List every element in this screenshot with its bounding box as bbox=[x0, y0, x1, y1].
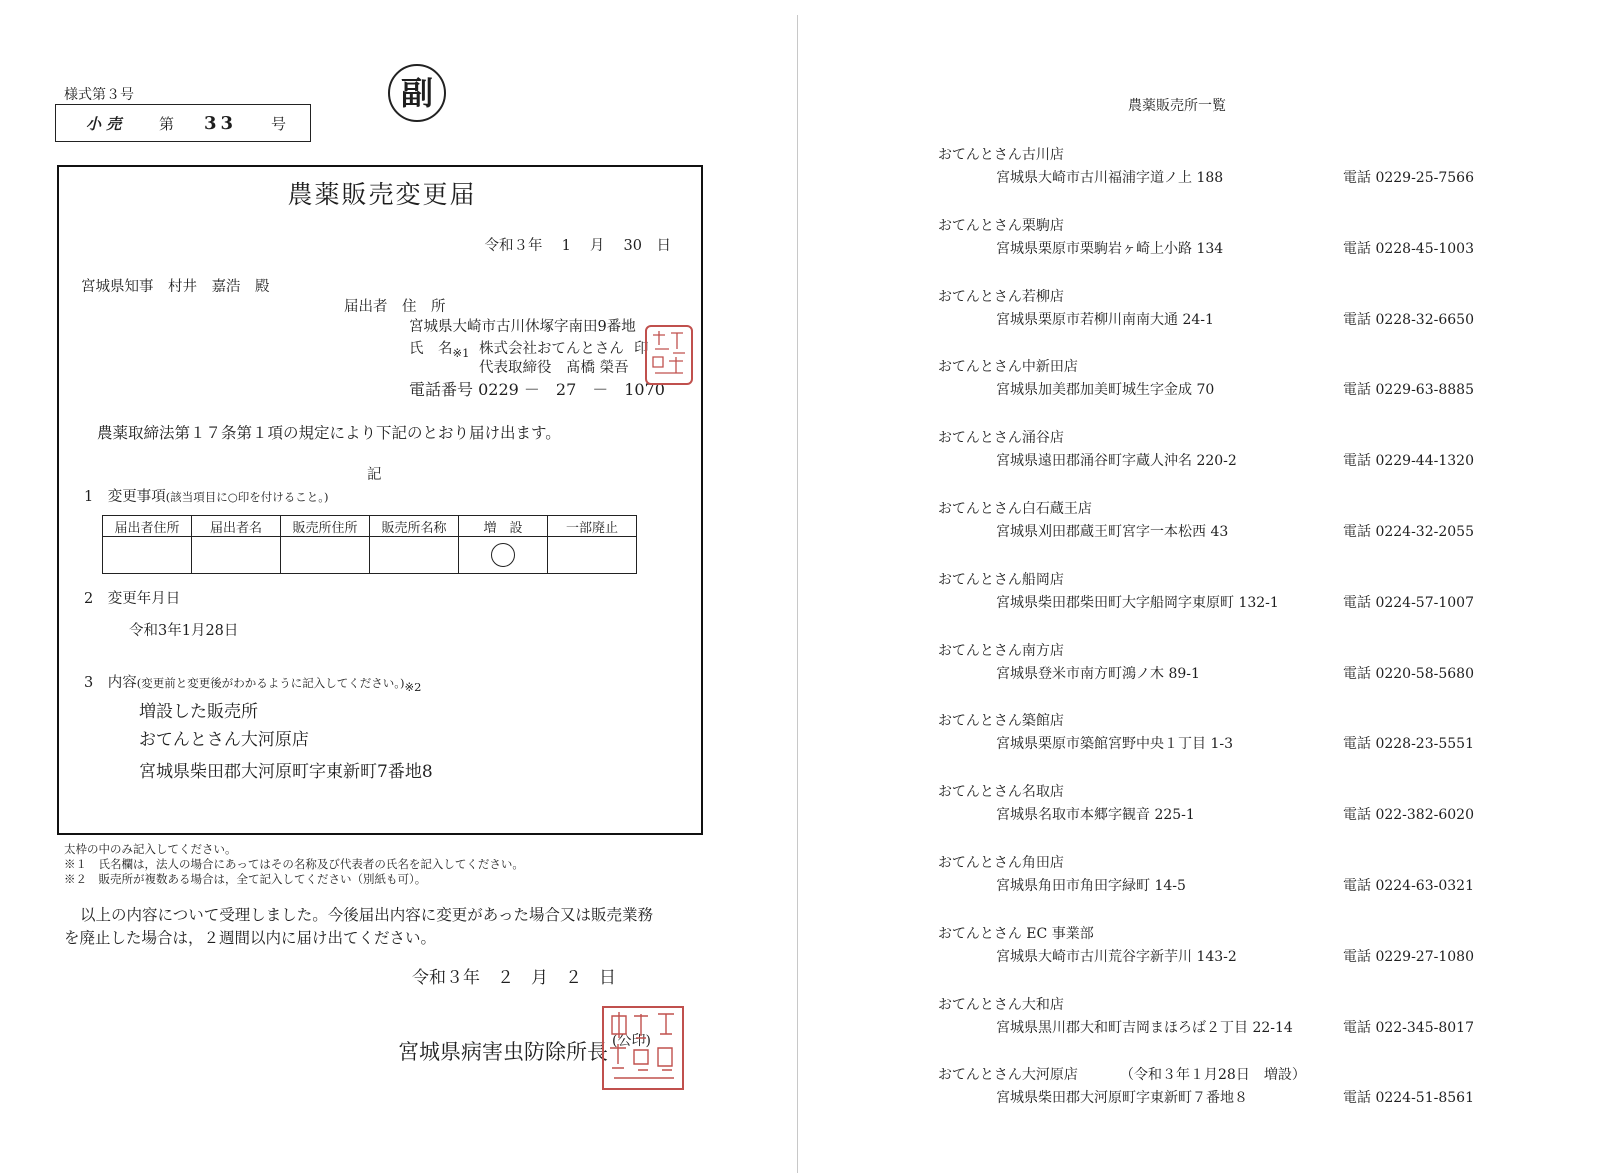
store-phone: 電話 022-345-8017 bbox=[1343, 1019, 1474, 1036]
official-seal-label: (公印) bbox=[612, 1033, 651, 1049]
section2-title: 2 変更年月日 bbox=[84, 591, 181, 607]
acceptance-line-1: 以上の内容について受理しました。今後届出内容に変更があった場合又は販売業務 bbox=[80, 906, 654, 924]
col-reporter-address: 届出者住所 bbox=[103, 516, 192, 537]
statement: 農薬取締法第１７条第１項の規定により下記のとおり届け出ます。 bbox=[97, 424, 561, 442]
registration-kind: 小 売 bbox=[86, 115, 122, 133]
registration-number-box bbox=[55, 104, 311, 142]
phone-number: 電話番号 0229 － 27 － 1070 bbox=[409, 380, 665, 399]
store-address: 宮城県大崎市古川福浦字道ノ上 188 bbox=[996, 170, 1224, 186]
reporter-name-label bbox=[409, 337, 469, 360]
store-address: 宮城県黒川郡大和町吉岡まほろば２丁目 22-14 bbox=[996, 1019, 1293, 1036]
store-phone: 電話 0229-25-7566 bbox=[1343, 170, 1474, 186]
store-note: （令和３年１月28日 増設） bbox=[1120, 1067, 1306, 1084]
store-address: 宮城県加美郡加美町城生字金成 70 bbox=[996, 382, 1215, 399]
store-phone: 電話 0224-57-1007 bbox=[1343, 594, 1474, 611]
content-line-2: おてんとさん大河原店 bbox=[139, 730, 309, 750]
selected-circle-mark bbox=[491, 543, 515, 567]
company-seal-graphic bbox=[647, 327, 691, 383]
store-phone: 電話 022-382-6020 bbox=[1343, 807, 1474, 824]
store-address: 宮城県栗原市栗駒岩ヶ崎上小路 134 bbox=[996, 240, 1224, 257]
director-title: 宮城県病害虫防除所長 bbox=[398, 1040, 608, 1064]
registration-dai: 第 bbox=[159, 115, 175, 133]
addressee: 宮城県知事 村井 嘉浩 殿 bbox=[81, 279, 270, 295]
col-partial-closure: 一部廃止 bbox=[548, 516, 637, 537]
representative-name: 代表取締役 髙橋 榮吾 bbox=[479, 360, 629, 376]
acceptance-date: 令和３年 ２ 月 ２ 日 bbox=[412, 968, 616, 988]
content-line-1: 増設した販売所 bbox=[139, 702, 258, 722]
form-number-label: 様式第３号 bbox=[64, 87, 134, 103]
store-address: 宮城県柴田郡大河原町字東新町７番地８ bbox=[996, 1090, 1248, 1107]
official-seal bbox=[602, 1006, 684, 1090]
store-name: おてんとさん名取店 bbox=[938, 784, 1064, 801]
col-store-name: 販売所名称 bbox=[370, 516, 459, 537]
section3-footnote-mark: ※2 bbox=[404, 679, 422, 694]
cell-reporter-address bbox=[103, 537, 192, 574]
page-divider bbox=[797, 15, 798, 1173]
section3-title-text: 3 内容 bbox=[84, 675, 137, 691]
store-phone: 電話 0228-45-1003 bbox=[1343, 240, 1474, 257]
name-label-text: 氏 名 bbox=[409, 341, 453, 357]
registration-go: 号 bbox=[271, 115, 287, 133]
store-phone: 電話 0228-23-5551 bbox=[1343, 736, 1474, 753]
reporter-address: 宮城県大崎市古川休塚字南田9番地 bbox=[409, 319, 636, 335]
submission-date: 令和３年 1 月 30 日 bbox=[484, 238, 671, 254]
store-address: 宮城県刈田郡蔵王町宮字一本松西 43 bbox=[996, 524, 1229, 540]
store-phone: 電話 0229-63-8885 bbox=[1343, 382, 1474, 399]
content-line-3: 宮城県柴田郡大河原町字東新町7番地8 bbox=[139, 762, 433, 782]
cell-reporter-name bbox=[192, 537, 281, 574]
store-name: おてんとさん角田店 bbox=[938, 855, 1064, 871]
store-phone: 電話 0224-51-8561 bbox=[1343, 1090, 1474, 1107]
seal-mark: 印 bbox=[634, 341, 649, 357]
store-phone: 電話 0229-27-1080 bbox=[1343, 948, 1474, 965]
section3-note: (変更前と変更後がわかるように記入してください。) bbox=[136, 676, 405, 690]
store-name: おてんとさん船岡店 bbox=[938, 571, 1064, 588]
store-name: おてんとさん栗駒店 bbox=[938, 217, 1064, 234]
store-phone: 電話 0228-32-6650 bbox=[1343, 311, 1474, 328]
store-name: おてんとさん中新田店 bbox=[938, 359, 1078, 376]
col-addition: 増 設 bbox=[459, 516, 548, 537]
name-footnote-mark: ※1 bbox=[452, 345, 470, 360]
company-name: 株式会社おてんとさん bbox=[479, 341, 624, 357]
store-address: 宮城県角田市角田字緑町 14-5 bbox=[996, 878, 1186, 894]
store-name: おてんとさん涌谷店 bbox=[938, 430, 1064, 447]
store-address: 宮城県栗原市築館宮野中央１丁目 1-3 bbox=[996, 736, 1233, 753]
store-address: 宮城県名取市本郷字観音 225-1 bbox=[996, 807, 1195, 824]
change-date: 令和3年1月28日 bbox=[129, 623, 239, 639]
section3-title bbox=[84, 671, 421, 694]
store-phone: 電話 0229-44-1320 bbox=[1343, 453, 1474, 470]
store-name: おてんとさん大和店 bbox=[938, 996, 1064, 1013]
store-name: おてんとさん EC 事業部 bbox=[938, 925, 1094, 942]
section1-note: (該当項目に○印を付けること。) bbox=[165, 490, 329, 504]
store-phone: 電話 0220-58-5680 bbox=[1343, 665, 1474, 682]
store-list-title: 農薬販売所一覧 bbox=[1128, 98, 1226, 114]
store-phone: 電話 0224-32-2055 bbox=[1343, 524, 1474, 540]
cell-store-name bbox=[370, 537, 459, 574]
store-name: おてんとさん若柳店 bbox=[938, 288, 1064, 305]
reporter-address-label: 届出者 住 所 bbox=[344, 299, 446, 315]
store-address: 宮城県栗原市若柳川南南大通 24-1 bbox=[996, 311, 1214, 328]
col-store-address: 販売所住所 bbox=[281, 516, 370, 537]
store-address: 宮城県登米市南方町鴻ノ木 89-1 bbox=[996, 665, 1200, 682]
section1-title-text: 1 変更事項 bbox=[84, 489, 166, 505]
note-line-1: 太枠の中のみ記入してください。 bbox=[64, 842, 237, 856]
acceptance-line-2: を廃止した場合は，２週間以内に届け出てください。 bbox=[64, 929, 437, 947]
col-reporter-name: 届出者名 bbox=[192, 516, 281, 537]
note-line-2: ※１ 氏名欄は，法人の場合にあってはその名称及び代表者の氏名を記入してください。 bbox=[64, 857, 524, 871]
store-name: おてんとさん築館店 bbox=[938, 713, 1064, 730]
note-line-3: ※２ 販売所が複数ある場合は，全て記入してください（別紙も可）。 bbox=[64, 872, 427, 886]
store-name: おてんとさん古川店 bbox=[938, 147, 1064, 163]
store-name: おてんとさん白石蔵王店 bbox=[938, 501, 1092, 517]
store-address: 宮城県大崎市古川荒谷字新芋川 143-2 bbox=[996, 948, 1237, 965]
section1-title bbox=[84, 485, 329, 506]
official-seal-graphic bbox=[604, 1008, 682, 1088]
store-phone: 電話 0224-63-0321 bbox=[1343, 878, 1474, 894]
store-address: 宮城県遠田郡涌谷町字蔵人沖名 220-2 bbox=[996, 453, 1237, 470]
copy-stamp: 副 bbox=[388, 64, 446, 122]
cell-addition bbox=[459, 537, 548, 574]
document-title: 農薬販売変更届 bbox=[287, 180, 477, 209]
ki-label: 記 bbox=[367, 467, 382, 483]
store-name: おてんとさん南方店 bbox=[938, 642, 1064, 659]
cell-store-address bbox=[281, 537, 370, 574]
change-items-table bbox=[102, 515, 637, 574]
registration-number: 33 bbox=[204, 113, 238, 134]
cell-partial-closure bbox=[548, 537, 637, 574]
application-form-frame bbox=[57, 165, 703, 835]
company-seal bbox=[645, 325, 693, 385]
store-name: おてんとさん大河原店 bbox=[938, 1067, 1078, 1084]
store-address: 宮城県柴田郡柴田町大字船岡字東原町 132-1 bbox=[996, 594, 1279, 611]
